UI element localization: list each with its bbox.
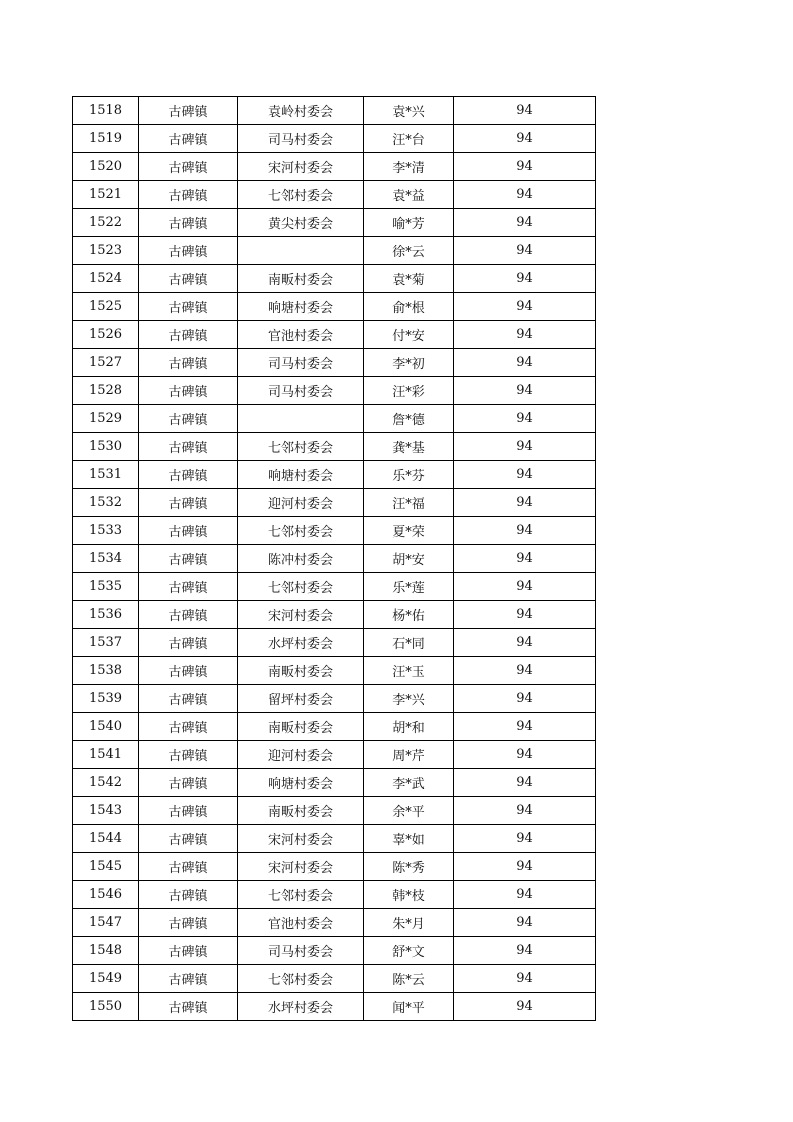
- village-committee-cell: 七邻村委会: [238, 881, 364, 909]
- row-number-cell: 1543: [73, 797, 139, 825]
- table-row: [73, 881, 596, 909]
- table-row: [73, 321, 596, 349]
- name-cell: 李*兴: [364, 685, 454, 713]
- table-row: [73, 125, 596, 153]
- row-number-cell: 1535: [73, 573, 139, 601]
- row-number-cell: 1541: [73, 741, 139, 769]
- name-cell: 乐*莲: [364, 573, 454, 601]
- row-number-cell: 1533: [73, 517, 139, 545]
- row-number-cell: 1550: [73, 993, 139, 1021]
- table-row: [73, 209, 596, 237]
- name-cell: 汪*彩: [364, 377, 454, 405]
- row-number-cell: 1532: [73, 489, 139, 517]
- row-number-cell: 1547: [73, 909, 139, 937]
- town-cell: 古碑镇: [139, 657, 238, 685]
- village-committee-cell: 七邻村委会: [238, 181, 364, 209]
- amount-cell: 94: [454, 713, 596, 741]
- row-number-cell: 1518: [73, 97, 139, 125]
- town-cell: 古碑镇: [139, 825, 238, 853]
- town-cell: 古碑镇: [139, 489, 238, 517]
- table-row: [73, 265, 596, 293]
- table-row: [73, 97, 596, 125]
- table-row: [73, 545, 596, 573]
- table-row: [73, 993, 596, 1021]
- village-committee-cell: 迎河村委会: [238, 489, 364, 517]
- town-cell: 古碑镇: [139, 685, 238, 713]
- table-row: [73, 937, 596, 965]
- row-number-cell: 1549: [73, 965, 139, 993]
- village-committee-cell: 响塘村委会: [238, 769, 364, 797]
- village-committee-cell: 官池村委会: [238, 909, 364, 937]
- village-committee-cell: 司马村委会: [238, 377, 364, 405]
- table-row: [73, 797, 596, 825]
- name-cell: 朱*月: [364, 909, 454, 937]
- row-number-cell: 1521: [73, 181, 139, 209]
- town-cell: 古碑镇: [139, 937, 238, 965]
- table-row: [73, 573, 596, 601]
- name-cell: 胡*和: [364, 713, 454, 741]
- town-cell: 古碑镇: [139, 265, 238, 293]
- amount-cell: 94: [454, 153, 596, 181]
- row-number-cell: 1529: [73, 405, 139, 433]
- name-cell: 俞*根: [364, 293, 454, 321]
- name-cell: 陈*云: [364, 965, 454, 993]
- table-row: [73, 433, 596, 461]
- town-cell: 古碑镇: [139, 405, 238, 433]
- town-cell: 古碑镇: [139, 293, 238, 321]
- town-cell: 古碑镇: [139, 769, 238, 797]
- table-row: [73, 517, 596, 545]
- amount-cell: 94: [454, 601, 596, 629]
- town-cell: 古碑镇: [139, 797, 238, 825]
- row-number-cell: 1544: [73, 825, 139, 853]
- table-row: [73, 685, 596, 713]
- table-row: [73, 601, 596, 629]
- town-cell: 古碑镇: [139, 125, 238, 153]
- name-cell: 喻*芳: [364, 209, 454, 237]
- table-row: [73, 461, 596, 489]
- name-cell: 李*初: [364, 349, 454, 377]
- row-number-cell: 1537: [73, 629, 139, 657]
- row-number-cell: 1528: [73, 377, 139, 405]
- village-committee-cell: 七邻村委会: [238, 965, 364, 993]
- amount-cell: 94: [454, 993, 596, 1021]
- town-cell: 古碑镇: [139, 741, 238, 769]
- town-cell: 古碑镇: [139, 349, 238, 377]
- village-committee-cell: 袁岭村委会: [238, 97, 364, 125]
- amount-cell: 94: [454, 237, 596, 265]
- amount-cell: 94: [454, 769, 596, 797]
- row-number-cell: 1523: [73, 237, 139, 265]
- row-number-cell: 1530: [73, 433, 139, 461]
- name-cell: 周*芹: [364, 741, 454, 769]
- village-committee-cell: 水坪村委会: [238, 629, 364, 657]
- amount-cell: 94: [454, 909, 596, 937]
- town-cell: 古碑镇: [139, 573, 238, 601]
- village-committee-cell: 迎河村委会: [238, 741, 364, 769]
- table-row: [73, 405, 596, 433]
- row-number-cell: 1525: [73, 293, 139, 321]
- table-row: [73, 825, 596, 853]
- name-cell: 闻*平: [364, 993, 454, 1021]
- name-cell: 袁*益: [364, 181, 454, 209]
- table-row: [73, 965, 596, 993]
- table-row: [73, 489, 596, 517]
- amount-cell: 94: [454, 741, 596, 769]
- village-committee-cell: 七邻村委会: [238, 433, 364, 461]
- row-number-cell: 1539: [73, 685, 139, 713]
- table-row: [73, 629, 596, 657]
- village-committee-cell: 七邻村委会: [238, 517, 364, 545]
- amount-cell: 94: [454, 965, 596, 993]
- name-cell: 詹*德: [364, 405, 454, 433]
- amount-cell: 94: [454, 937, 596, 965]
- table-row: [73, 657, 596, 685]
- town-cell: 古碑镇: [139, 629, 238, 657]
- records-table: [72, 96, 596, 1021]
- amount-cell: 94: [454, 293, 596, 321]
- name-cell: 袁*兴: [364, 97, 454, 125]
- village-committee-cell: 南畈村委会: [238, 265, 364, 293]
- town-cell: 古碑镇: [139, 545, 238, 573]
- village-committee-cell: [238, 237, 364, 265]
- name-cell: 付*安: [364, 321, 454, 349]
- row-number-cell: 1526: [73, 321, 139, 349]
- amount-cell: 94: [454, 881, 596, 909]
- town-cell: 古碑镇: [139, 433, 238, 461]
- amount-cell: 94: [454, 321, 596, 349]
- row-number-cell: 1520: [73, 153, 139, 181]
- row-number-cell: 1527: [73, 349, 139, 377]
- name-cell: 汪*台: [364, 125, 454, 153]
- town-cell: 古碑镇: [139, 181, 238, 209]
- amount-cell: 94: [454, 853, 596, 881]
- town-cell: 古碑镇: [139, 461, 238, 489]
- amount-cell: 94: [454, 573, 596, 601]
- town-cell: 古碑镇: [139, 321, 238, 349]
- name-cell: 胡*安: [364, 545, 454, 573]
- table-row: [73, 153, 596, 181]
- village-committee-cell: 响塘村委会: [238, 461, 364, 489]
- name-cell: 舒*文: [364, 937, 454, 965]
- name-cell: 徐*云: [364, 237, 454, 265]
- town-cell: 古碑镇: [139, 97, 238, 125]
- table-row: [73, 349, 596, 377]
- town-cell: 古碑镇: [139, 881, 238, 909]
- amount-cell: 94: [454, 377, 596, 405]
- row-number-cell: 1534: [73, 545, 139, 573]
- town-cell: 古碑镇: [139, 909, 238, 937]
- town-cell: 古碑镇: [139, 993, 238, 1021]
- amount-cell: 94: [454, 685, 596, 713]
- name-cell: 石*同: [364, 629, 454, 657]
- row-number-cell: 1545: [73, 853, 139, 881]
- amount-cell: 94: [454, 125, 596, 153]
- village-committee-cell: 南畈村委会: [238, 797, 364, 825]
- amount-cell: 94: [454, 349, 596, 377]
- village-committee-cell: 南畈村委会: [238, 713, 364, 741]
- name-cell: 辜*如: [364, 825, 454, 853]
- name-cell: 龚*基: [364, 433, 454, 461]
- amount-cell: 94: [454, 517, 596, 545]
- village-committee-cell: 黄尖村委会: [238, 209, 364, 237]
- amount-cell: 94: [454, 629, 596, 657]
- name-cell: 乐*芬: [364, 461, 454, 489]
- table-row: [73, 237, 596, 265]
- village-committee-cell: 陈冲村委会: [238, 545, 364, 573]
- table-row: [73, 769, 596, 797]
- row-number-cell: 1524: [73, 265, 139, 293]
- town-cell: 古碑镇: [139, 517, 238, 545]
- village-committee-cell: 司马村委会: [238, 349, 364, 377]
- table-row: [73, 909, 596, 937]
- amount-cell: 94: [454, 265, 596, 293]
- table-row: [73, 377, 596, 405]
- name-cell: 汪*福: [364, 489, 454, 517]
- town-cell: 古碑镇: [139, 153, 238, 181]
- row-number-cell: 1548: [73, 937, 139, 965]
- amount-cell: 94: [454, 545, 596, 573]
- row-number-cell: 1519: [73, 125, 139, 153]
- town-cell: 古碑镇: [139, 209, 238, 237]
- name-cell: 韩*枝: [364, 881, 454, 909]
- town-cell: 古碑镇: [139, 237, 238, 265]
- row-number-cell: 1536: [73, 601, 139, 629]
- village-committee-cell: 官池村委会: [238, 321, 364, 349]
- table-row: [73, 853, 596, 881]
- name-cell: 汪*玉: [364, 657, 454, 685]
- village-committee-cell: 留坪村委会: [238, 685, 364, 713]
- name-cell: 李*武: [364, 769, 454, 797]
- town-cell: 古碑镇: [139, 965, 238, 993]
- name-cell: 李*清: [364, 153, 454, 181]
- name-cell: 陈*秀: [364, 853, 454, 881]
- row-number-cell: 1538: [73, 657, 139, 685]
- town-cell: 古碑镇: [139, 853, 238, 881]
- row-number-cell: 1540: [73, 713, 139, 741]
- amount-cell: 94: [454, 181, 596, 209]
- name-cell: 杨*佑: [364, 601, 454, 629]
- village-committee-cell: 宋河村委会: [238, 601, 364, 629]
- row-number-cell: 1542: [73, 769, 139, 797]
- village-committee-cell: 司马村委会: [238, 125, 364, 153]
- row-number-cell: 1522: [73, 209, 139, 237]
- name-cell: 余*平: [364, 797, 454, 825]
- amount-cell: 94: [454, 97, 596, 125]
- name-cell: 夏*荣: [364, 517, 454, 545]
- town-cell: 古碑镇: [139, 713, 238, 741]
- town-cell: 古碑镇: [139, 377, 238, 405]
- table-row: [73, 741, 596, 769]
- village-committee-cell: 响塘村委会: [238, 293, 364, 321]
- village-committee-cell: 宋河村委会: [238, 853, 364, 881]
- table-row: [73, 713, 596, 741]
- amount-cell: 94: [454, 405, 596, 433]
- amount-cell: 94: [454, 797, 596, 825]
- village-committee-cell: 南畈村委会: [238, 657, 364, 685]
- table-row: [73, 181, 596, 209]
- row-number-cell: 1531: [73, 461, 139, 489]
- village-committee-cell: 宋河村委会: [238, 153, 364, 181]
- amount-cell: 94: [454, 489, 596, 517]
- village-committee-cell: 司马村委会: [238, 937, 364, 965]
- name-cell: 袁*菊: [364, 265, 454, 293]
- town-cell: 古碑镇: [139, 601, 238, 629]
- village-committee-cell: [238, 405, 364, 433]
- village-committee-cell: 宋河村委会: [238, 825, 364, 853]
- amount-cell: 94: [454, 825, 596, 853]
- amount-cell: 94: [454, 657, 596, 685]
- village-committee-cell: 七邻村委会: [238, 573, 364, 601]
- village-committee-cell: 水坪村委会: [238, 993, 364, 1021]
- amount-cell: 94: [454, 461, 596, 489]
- amount-cell: 94: [454, 433, 596, 461]
- records-table-body: [73, 97, 596, 1021]
- row-number-cell: 1546: [73, 881, 139, 909]
- table-row: [73, 293, 596, 321]
- amount-cell: 94: [454, 209, 596, 237]
